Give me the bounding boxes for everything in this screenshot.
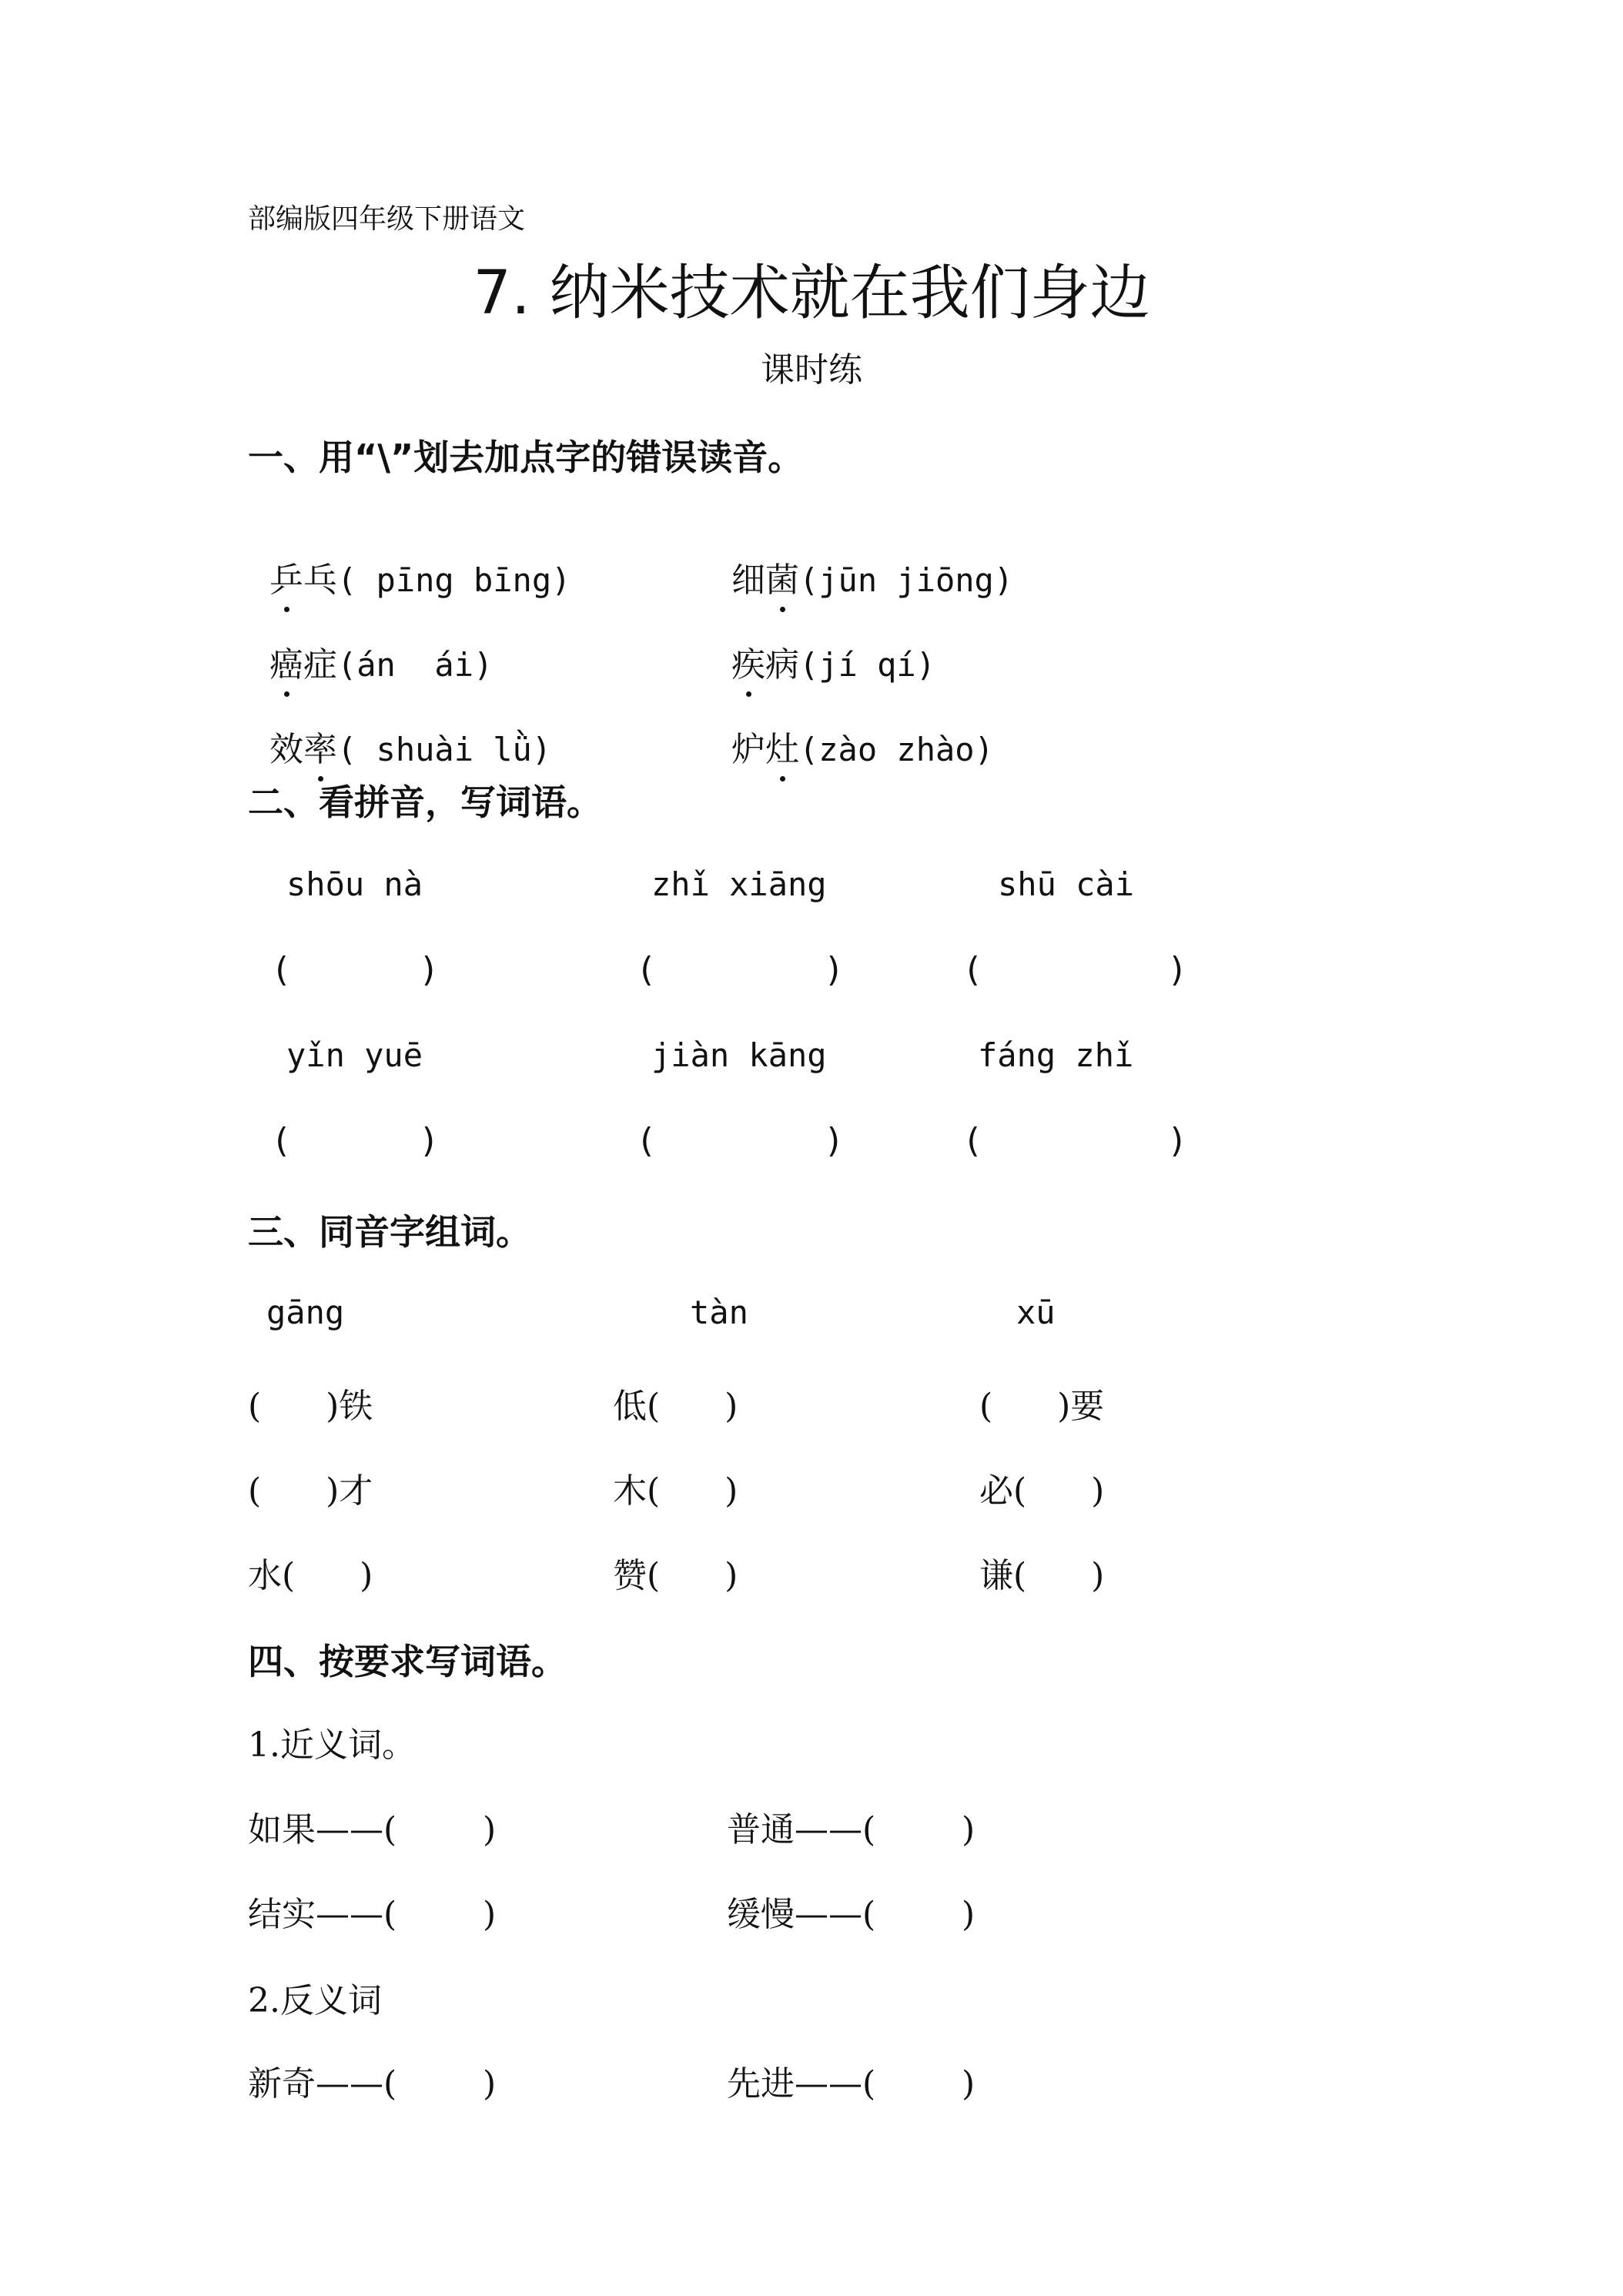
pinyin-choices: ( shuài lǜ)	[336, 731, 552, 768]
synonym-item: 缓慢——( )	[727, 1895, 975, 1934]
section2-heading: 二、看拼音，写词语。	[248, 782, 602, 823]
pinyin-item	[248, 682, 551, 771]
lesson-label: 课时练	[761, 350, 862, 390]
dotted-char: 率	[303, 721, 337, 771]
dotted-char: 疾	[731, 637, 765, 686]
word-char: 病	[765, 645, 799, 684]
answer-blank-open: (	[271, 1121, 292, 1160]
pinyin-prompt: gāng	[266, 1294, 345, 1331]
dotted-char: 灶	[765, 721, 799, 771]
word-char: 效	[269, 730, 303, 769]
pinyin-prompt: zhǐ xiāng	[651, 865, 827, 903]
word-blank: 低( )	[613, 1387, 738, 1426]
answer-blank-close: )	[824, 950, 845, 989]
pinyin-prompt: shū cài	[998, 865, 1135, 903]
sub-heading-synonyms: 1.近义词。	[248, 1725, 416, 1765]
synonym-item: 普通——( )	[727, 1810, 975, 1849]
answer-blank-open: (	[636, 1121, 657, 1160]
pinyin-prompt: fáng zhǐ	[978, 1036, 1134, 1074]
page-title: 7. 纳米技术就在我们身边	[473, 259, 1150, 328]
pinyin-item	[710, 597, 935, 686]
answer-blank-open: (	[962, 950, 983, 989]
pinyin-item	[248, 597, 493, 686]
pinyin-item	[248, 513, 571, 601]
pinyin-prompt: yǐn yuē	[286, 1036, 423, 1074]
word-char: 乓	[303, 561, 337, 600]
pinyin-choices: ( pīng bīng)	[336, 561, 571, 599]
sub-heading-antonyms: 2.反义词	[248, 1981, 382, 2020]
antonym-item: 先进——( )	[727, 2064, 975, 2104]
dotted-char: 癌	[269, 637, 303, 686]
word-char: 细	[731, 561, 765, 600]
synonym-item: 如果——( )	[248, 1810, 497, 1849]
word-blank: 赞( )	[613, 1556, 738, 1595]
word-blank: 必( )	[979, 1471, 1105, 1511]
pinyin-prompt: jiàn kāng	[651, 1036, 827, 1074]
word-blank: ( )才	[248, 1471, 373, 1511]
word-blank: ( )要	[979, 1387, 1105, 1426]
synonym-item: 结实——( )	[248, 1895, 497, 1934]
dotted-char: 菌	[765, 552, 799, 601]
pinyin-prompt: xū	[1016, 1294, 1056, 1331]
answer-blank-close: )	[1167, 950, 1188, 989]
answer-blank-close: )	[419, 1121, 440, 1160]
pinyin-item	[710, 513, 1013, 601]
pinyin-choices: (jūn jiōng)	[798, 561, 1014, 599]
pinyin-choices: (zào zhào)	[798, 731, 994, 768]
section4-heading: 四、按要求写词语。	[248, 1641, 567, 1682]
word-blank: 水( )	[248, 1556, 373, 1595]
answer-blank-close: )	[824, 1121, 845, 1160]
pinyin-item	[710, 682, 994, 771]
answer-blank-close: )	[1167, 1121, 1188, 1160]
word-blank: 木( )	[613, 1471, 738, 1511]
section3-heading: 三、同音字组词。	[248, 1211, 531, 1253]
dotted-char: 乒	[269, 552, 303, 601]
answer-blank-open: (	[636, 950, 657, 989]
word-blank: ( )铁	[248, 1387, 373, 1426]
pinyin-prompt: tàn	[690, 1294, 748, 1331]
word-char: 症	[303, 645, 337, 684]
word-char: 炉	[731, 730, 765, 769]
section1-heading: 一、用“\”划去加点字的错误读音。	[248, 437, 804, 478]
word-blank: 谦( )	[979, 1556, 1105, 1595]
pinyin-prompt: shōu nà	[286, 865, 423, 903]
answer-blank-open: (	[962, 1121, 983, 1160]
answer-blank-open: (	[271, 950, 292, 989]
answer-blank-close: )	[419, 950, 440, 989]
document-subtitle: 部编版四年级下册语文	[248, 203, 526, 235]
pinyin-choices: (án ái)	[336, 646, 494, 684]
pinyin-choices: (jí qí)	[798, 646, 935, 684]
antonym-item: 新奇——( )	[248, 2064, 497, 2104]
